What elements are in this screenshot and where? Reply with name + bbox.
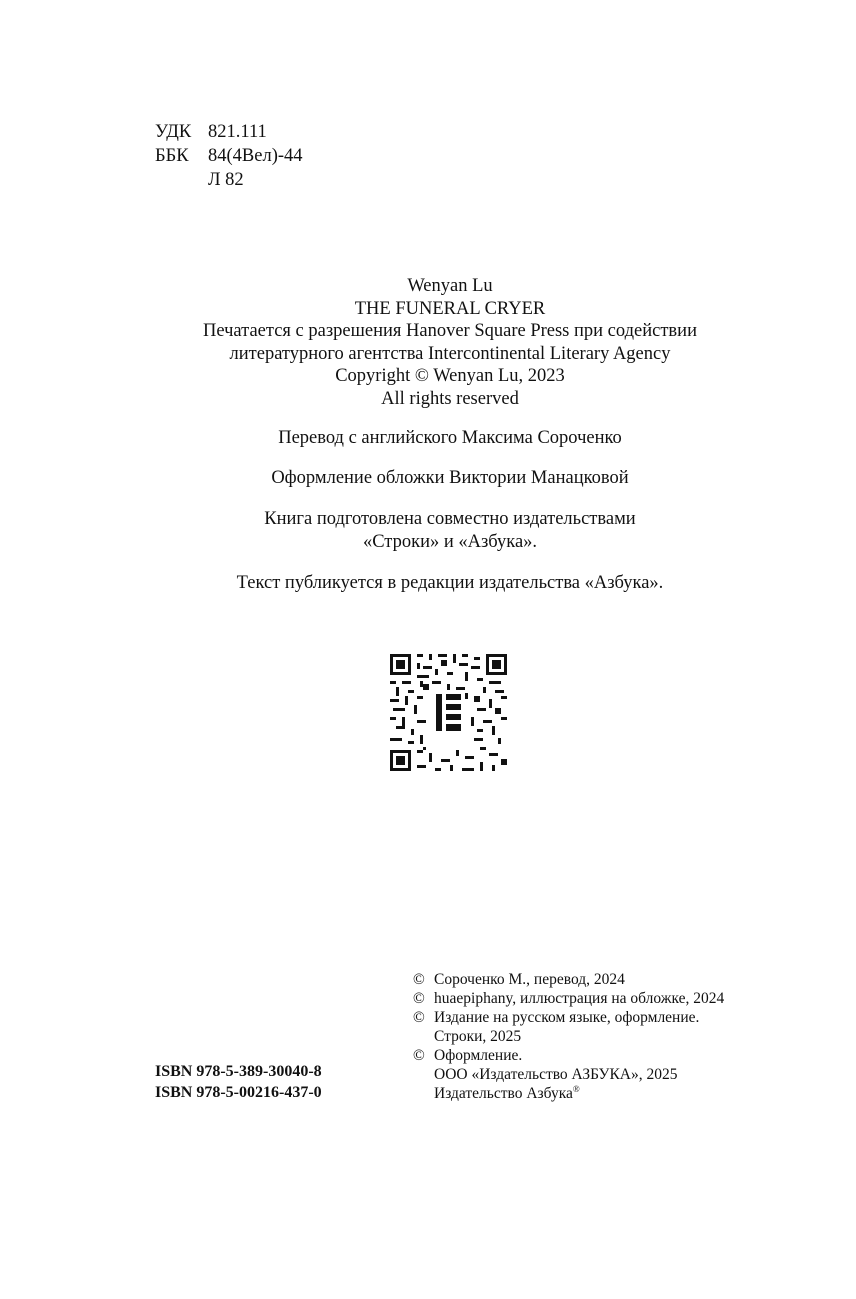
isbn-1: ISBN 978-5-389-30040-8: [155, 1063, 322, 1080]
permission-line-2: литературного агентства Intercontinental Literary Agency: [229, 343, 671, 364]
qr-code-icon: [390, 654, 507, 771]
original-edition-block: [0, 275, 856, 410]
cover-design-credit: [0, 467, 856, 490]
copyright-edition-line-1: Издание на русском языке, оформление.: [434, 1009, 700, 1026]
copyright-illustration: [413, 989, 724, 1008]
copyright-symbol: ©: [413, 990, 425, 1007]
copyright-translation-text: Сороченко М., перевод, 2024: [434, 971, 625, 988]
copyright-design-line-2: ООО «Издательство АЗБУКА», 2025: [434, 1066, 678, 1083]
translator-credit: [0, 427, 856, 450]
author-mark-label: [155, 168, 208, 192]
publisher-trademark-text: Издательство Азбука: [434, 1085, 573, 1102]
copyright-notices: [413, 970, 724, 1103]
udk-value: 821.111: [208, 122, 267, 142]
copyright-illustration-text: huaepiphany, иллюстрация на обложке, 2024: [434, 990, 725, 1007]
author-mark-row: [155, 168, 303, 192]
prepared-by-block: [0, 508, 856, 553]
prepared-line-2: «Строки» и «Азбука».: [362, 531, 538, 552]
copyright-symbol: ©: [413, 1009, 425, 1026]
registered-mark: ®: [572, 1083, 580, 1094]
copyright-symbol: ©: [413, 1047, 425, 1064]
copyright-design: [413, 1046, 724, 1103]
permission-line-1: Печатается с разрешения Hanover Square Press при содействии: [203, 321, 697, 341]
udk-row: [155, 120, 303, 144]
rights-reserved: All rights reserved: [381, 388, 519, 409]
isbn-block: [155, 1061, 322, 1103]
copyright-edition: [413, 1008, 724, 1046]
translator-line: Перевод с английского Максима Сороченко: [278, 428, 622, 448]
original-copyright: Copyright © Wenyan Lu, 2023: [335, 366, 565, 386]
bbk-label: ББК: [155, 146, 189, 166]
bbk-value: 84(4Вел)-44: [208, 146, 303, 166]
edition-note-line: Текст публикуется в редакции издательства «Азбука».: [236, 573, 664, 593]
cover-design-line: Оформление обложки Виктории Манацковой: [271, 468, 629, 488]
prepared-line-1: Книга подготовлена совместно издательствами: [264, 509, 636, 529]
copyright-edition-line-2: Строки, 2025: [434, 1028, 522, 1045]
copyright-design-line-3: [434, 1084, 678, 1103]
original-author: Wenyan Lu: [407, 276, 493, 296]
classification-codes: [155, 120, 303, 192]
author-mark-value: Л 82: [208, 170, 244, 190]
copyright-symbol: ©: [413, 971, 425, 988]
isbn-2: ISBN 978-5-00216-437-0: [155, 1084, 322, 1101]
original-title: THE FUNERAL CRYER: [354, 298, 546, 319]
udk-label: УДК: [155, 122, 192, 142]
bbk-row: [155, 144, 303, 168]
copyright-design-line-1: Оформление.: [434, 1047, 523, 1064]
edition-note: [0, 572, 856, 595]
copyright-translation: [413, 970, 724, 989]
